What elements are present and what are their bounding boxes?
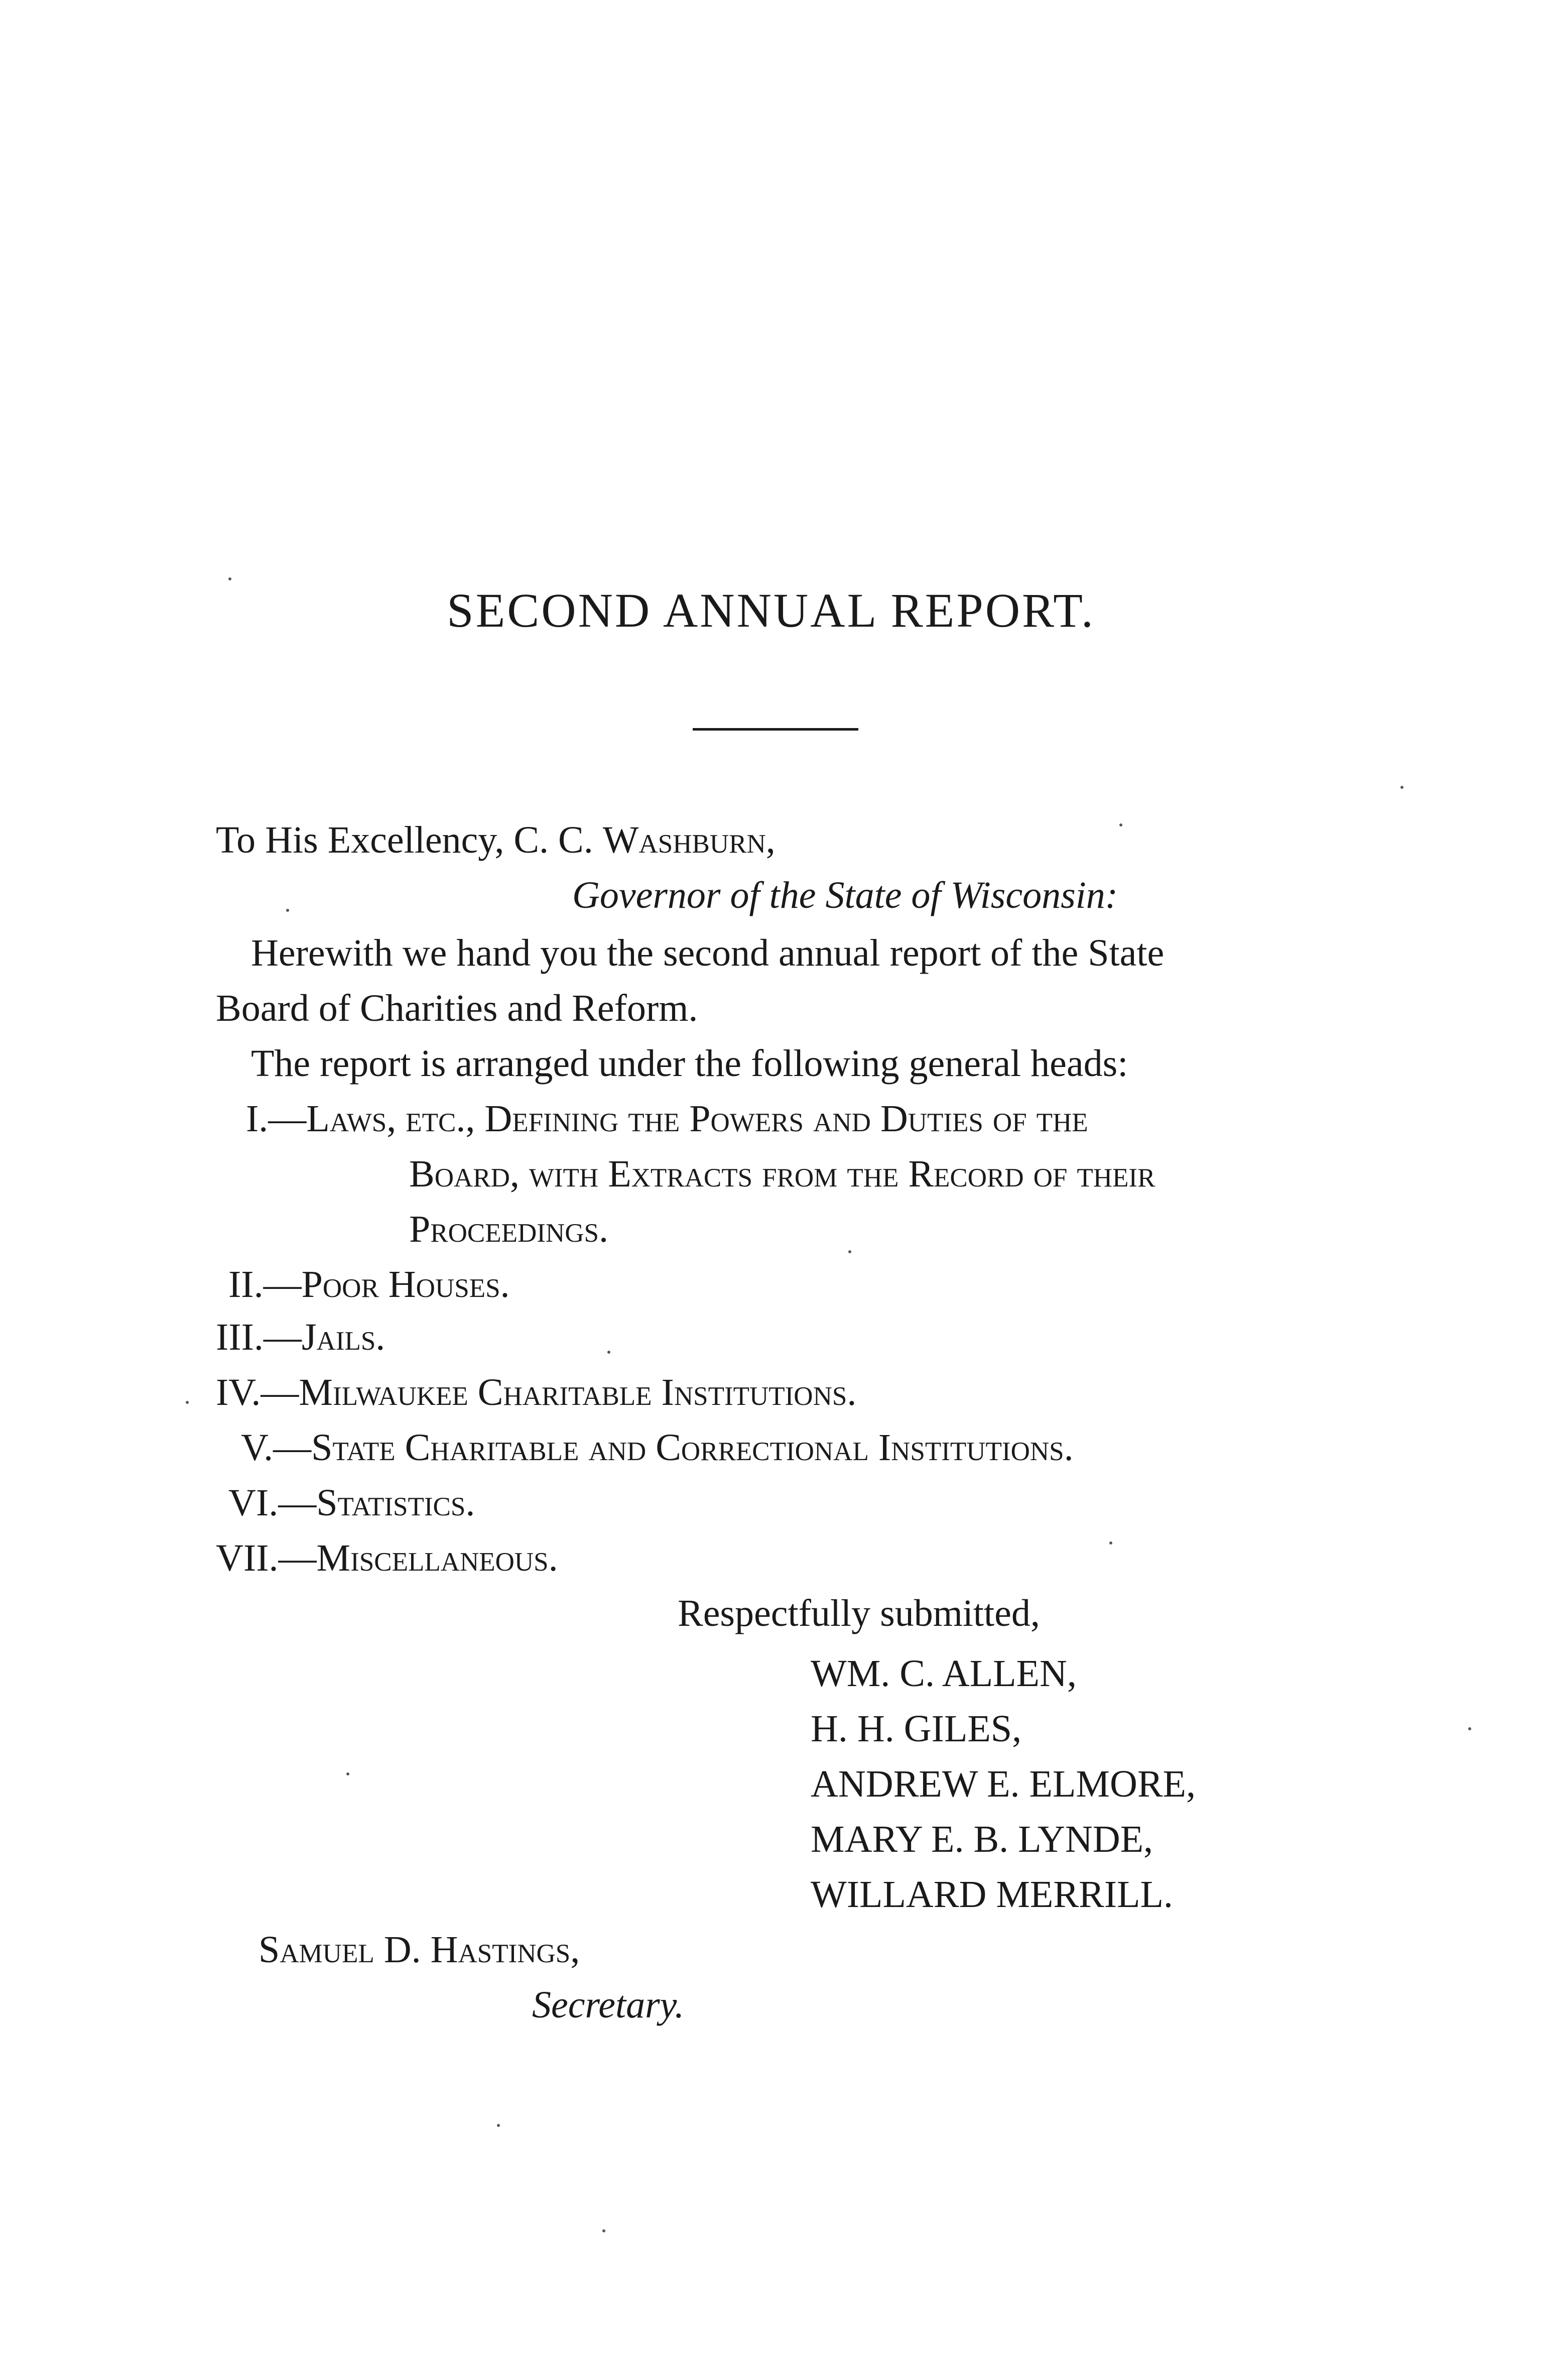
- scan-speck: [228, 577, 231, 580]
- salutation-line: [216, 818, 776, 862]
- closing-line: Respectfully submitted,: [678, 1592, 1040, 1634]
- body-line-3: The report is arranged under the following general heads:: [251, 1042, 1128, 1085]
- head-item: II.—Poor Houses.: [228, 1263, 510, 1305]
- head-item: VI.—Statistics.: [228, 1482, 475, 1524]
- scan-speck: [186, 1401, 189, 1404]
- head-item-continued: Board, with Extracts from the Record of their: [409, 1153, 1155, 1195]
- scan-speck: [346, 1772, 349, 1775]
- scan-speck: [286, 909, 289, 912]
- head-item: V.—State Charitable and Correctional Institutions.: [241, 1426, 1074, 1469]
- scan-speck: [848, 1250, 851, 1253]
- body-line-1: Herewith we hand you the second annual report of the State: [251, 932, 1165, 974]
- scan-speck: [602, 2229, 605, 2232]
- scan-speck: [1468, 1727, 1471, 1730]
- scan-speck: [497, 2124, 500, 2127]
- body-line-2: Board of Charities and Reform.: [216, 987, 698, 1029]
- head-item: I.—Laws, etc., Defining the Powers and Duties of the: [246, 1098, 1088, 1140]
- head-item-continued: Proceedings.: [409, 1208, 608, 1250]
- signatory: WM. C. ALLEN,: [811, 1652, 1077, 1695]
- secretary-title: Secretary.: [532, 1984, 685, 2026]
- title-rule: [693, 728, 858, 731]
- page-title: SECOND ANNUAL REPORT.: [447, 583, 1095, 637]
- head-item: VII.—Miscellaneous.: [216, 1537, 558, 1579]
- signatory: H. H. GILES,: [811, 1708, 1022, 1750]
- scan-speck: [607, 1351, 610, 1354]
- scan-speck: [1400, 786, 1403, 789]
- governor-office: Governor of the State of Wisconsin:: [572, 874, 1118, 916]
- signatory: ANDREW E. ELMORE,: [811, 1763, 1196, 1805]
- signatory: WILLARD MERRILL.: [811, 1873, 1173, 1916]
- head-item: III.—Jails.: [216, 1316, 386, 1358]
- scan-speck: [1119, 823, 1122, 826]
- scan-speck: [1109, 1541, 1112, 1544]
- governor-name: Washburn: [602, 819, 766, 861]
- signatory: MARY E. B. LYNDE,: [811, 1818, 1153, 1860]
- secretary-name: Samuel D. Hastings,: [259, 1929, 580, 1971]
- salutation-suffix: ,: [765, 819, 776, 861]
- salutation-prefix: To His Excellency, C. C.: [216, 819, 603, 861]
- head-item: IV.—Milwaukee Charitable Institutions.: [216, 1371, 857, 1413]
